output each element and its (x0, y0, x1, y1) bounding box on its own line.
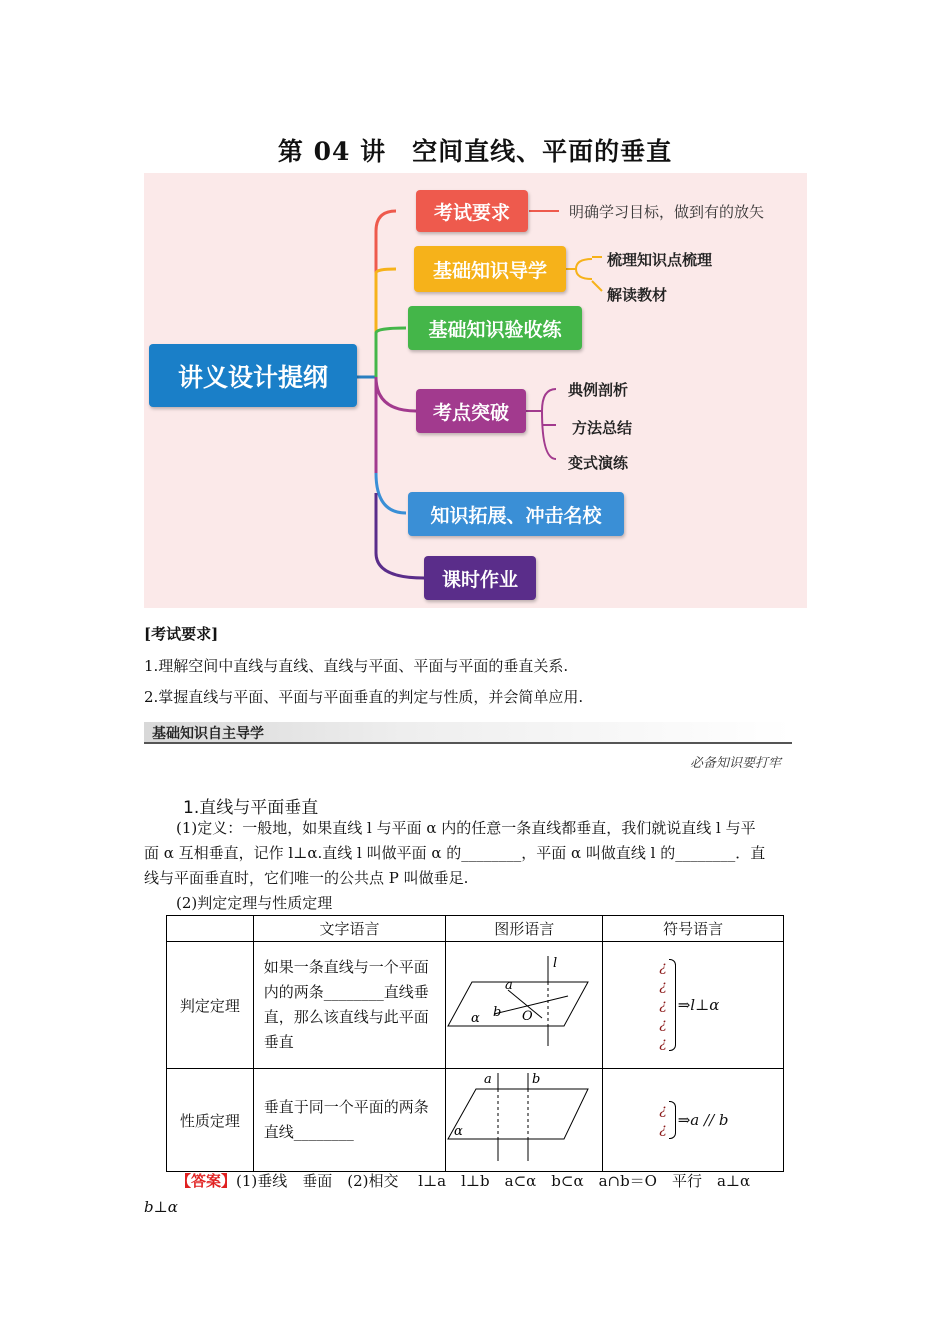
answer-text: (1)垂线 垂面 (2)相交 l⊥a l⊥b a⊂α b⊂α a∩b＝O 平行 a⊥α (236, 1172, 751, 1190)
perpendicular-line-plane-figure (446, 942, 601, 1064)
row-symbol-property (603, 1069, 784, 1172)
mindmap-leaf-guide-2: 解读教材 (607, 286, 668, 304)
mindmap-node-extend: 知识拓展、冲击名校 (408, 492, 624, 536)
parallel-perpendiculars-figure (446, 1069, 601, 1167)
symbol-result-judge: ⇒l⊥α (677, 996, 720, 1014)
mindmap-node-exam: 考试要求 (416, 190, 528, 232)
table-header-blank (167, 916, 254, 942)
mindmap-node-homework: 课时作业 (424, 556, 536, 600)
table-row (167, 1069, 784, 1172)
fig-label-b: b (532, 1072, 541, 1087)
section-heading: 1.直线与平面垂直 (183, 798, 319, 818)
brace-icon (669, 1101, 676, 1139)
row-text-property: 垂直于同一个平面的两条直线________ (253, 1069, 446, 1172)
symbol-stack-judge: ¿ ¿ ¿ ¿ ¿ (659, 958, 667, 1051)
row-figure-property (446, 1069, 603, 1172)
subsection-theorems: (2)判定定理与性质定理 (176, 894, 333, 912)
table-header-symbol: 符号语言 (603, 916, 784, 942)
answer-label: 【答案】 (176, 1172, 237, 1190)
section-banner-subtitle: 必备知识要打牢 (690, 756, 782, 771)
row-name-property: 性质定理 (167, 1069, 254, 1172)
mindmap-leaf-exam: 明确学习目标，做到有的放矢 (569, 203, 765, 221)
fig-label-b: b (493, 1005, 502, 1020)
mindmap-diagram (144, 173, 807, 608)
theorem-table (166, 915, 784, 1172)
fig-label-a: a (484, 1072, 492, 1087)
mindmap-leaf-kp-2: 方法总结 (572, 419, 633, 437)
section-banner-title: 基础知识自主导学 (152, 726, 264, 742)
fig-label-l: l (553, 956, 558, 971)
fig-label-O: O (522, 1009, 533, 1024)
fig-label-alpha: α (454, 1124, 464, 1139)
mindmap-node-check: 基础知识验收练 (408, 306, 582, 350)
table-row (167, 942, 784, 1069)
symbol-result-property: ⇒a // b (677, 1111, 729, 1129)
mindmap-leaf-kp-3: 变式演练 (568, 454, 629, 472)
exam-req-item-2: 2.掌握直线与平面、平面与平面垂直的判定与性质，并会简单应用. (144, 688, 584, 706)
mindmap-leaf-guide-1: 梳理知识点梳理 (607, 251, 713, 269)
section-banner (144, 722, 792, 744)
fig-label-alpha: α (471, 1011, 481, 1026)
definition-line-2: 面 α 互相垂直，记作 l⊥α.直线 l 叫做平面 α 的________，平面 α 叫做直线 l 的________．直 (144, 844, 766, 862)
table-header-text: 文字语言 (253, 916, 446, 942)
mindmap-node-keypoint: 考点突破 (416, 389, 526, 433)
fig-label-a: a (505, 978, 513, 993)
row-name-judge: 判定定理 (167, 942, 254, 1069)
definition-line-1: (1)定义：一般地，如果直线 l 与平面 α 内的任意一条直线都垂直，我们就说直线 l 与平 (176, 819, 756, 837)
table-header-figure: 图形语言 (446, 916, 603, 942)
mindmap-leaf-kp-1: 典例剖析 (568, 381, 629, 399)
mindmap-node-guide: 基础知识导学 (414, 246, 566, 292)
row-symbol-judge (603, 942, 784, 1069)
row-text-judge: 如果一条直线与一个平面内的两条________直线垂直，那么该直线与此平面垂直 (253, 942, 446, 1069)
symbol-stack-property: ¿ ¿ (659, 1102, 667, 1137)
row-figure-judge (446, 942, 603, 1069)
exam-req-item-1: 1.理解空间中直线与直线、直线与平面、平面与平面的垂直关系. (144, 657, 569, 675)
answer-line-2: b⊥α (144, 1198, 178, 1216)
mindmap-root: 讲义设计提纲 (149, 344, 357, 407)
exam-req-heading: [考试要求] (144, 625, 219, 643)
answer-line-1 (176, 1169, 750, 1194)
definition-line-3: 线与平面垂直时，它们唯一的公共点 P 叫做垂足. (144, 869, 469, 887)
page-title: 第 04 讲 空间直线、平面的垂直 (277, 137, 673, 166)
brace-icon (669, 959, 676, 1051)
